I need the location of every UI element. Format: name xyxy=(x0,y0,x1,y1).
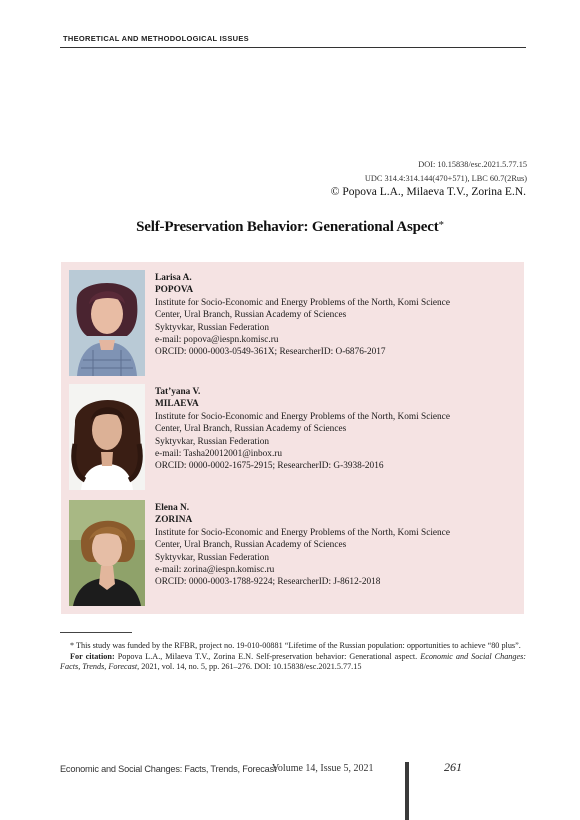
footnotes xyxy=(60,641,526,673)
footer-divider-bar xyxy=(405,762,409,820)
author-affiliation-line: Center, Ural Branch, Russian Academy of Sciences xyxy=(155,424,347,435)
author-card xyxy=(61,270,524,380)
author-affiliation-line: Institute for Socio-Economic and Energy Problems of the North, Komi Science xyxy=(155,297,450,308)
author-ids: ORCID: 0000-0003-1788-9224; ResearcherID: J-8612-2018 xyxy=(155,577,381,588)
author-location: Syktyvkar, Russian Federation xyxy=(155,322,270,333)
page-number: 261 xyxy=(444,760,462,774)
author-last-name: ZORINA xyxy=(155,515,193,526)
author-ids: ORCID: 0000-0003-0549-361X; ResearcherID: O-6876-2017 xyxy=(155,347,386,358)
author-location: Syktyvkar, Russian Federation xyxy=(155,436,270,447)
author-affiliation-line: Institute for Socio-Economic and Energy Problems of the North, Komi Science xyxy=(155,411,450,422)
author-email[interactable]: e-mail: zorina@iespn.komisc.ru xyxy=(155,565,275,576)
citation-tail: , 2021, vol. 14, no. 5, pp. 261–276. DOI: 10.15838/esc.2021.5.77.15 xyxy=(137,662,362,672)
author-ids: ORCID: 0000-0002-1675-2915; ResearcherID: G-3938-2016 xyxy=(155,461,384,472)
author-last-name: POPOVA xyxy=(155,285,194,296)
copyright: © Popova L.A., Milaeva T.V., Zorina E.N. xyxy=(330,186,526,198)
footer-journal: Economic and Social Changes: Facts, Trends, Forecast xyxy=(60,764,277,774)
author-info xyxy=(155,502,450,589)
author-affiliation-line: Institute for Socio-Economic and Energy Problems of the North, Komi Science xyxy=(155,527,450,538)
author-photo xyxy=(69,270,145,376)
footer-volume: Volume 14, Issue 5, 2021 xyxy=(272,763,374,774)
article-title-text: Self-Preservation Behavior: Generational Aspect xyxy=(136,219,439,235)
author-email[interactable]: e-mail: popova@iespn.komisc.ru xyxy=(155,335,279,346)
citation-journal: Economic and Social Changes: Facts, Trends, Forecast xyxy=(60,651,527,672)
udc: UDC 314.4:314.144(470+571), LBC 60.7(2Rus) xyxy=(364,174,527,183)
author-first-name: Tat’yana V. xyxy=(155,387,201,397)
author-first-name: Larisa A. xyxy=(155,273,192,283)
author-email[interactable]: e-mail: Tasha20012001@inbox.ru xyxy=(155,449,283,460)
citation-label: For citation: xyxy=(70,651,115,661)
header-rule xyxy=(60,47,526,48)
article-title xyxy=(0,219,580,236)
author-affiliation-line: Center, Ural Branch, Russian Academy of Sciences xyxy=(155,540,347,551)
author-first-name: Elena N. xyxy=(155,503,190,513)
author-affiliation-line: Center, Ural Branch, Russian Academy of Sciences xyxy=(155,310,347,321)
author-location: Syktyvkar, Russian Federation xyxy=(155,552,270,563)
author-photo xyxy=(69,500,145,606)
author-photo xyxy=(69,384,145,490)
funding-note: * This study was funded by the RFBR, project no. 19-010-00881 “Lifetime of the Russian population: opportunities to achieve “80 plus”. xyxy=(70,641,521,650)
footnote-rule xyxy=(60,632,132,633)
citation-note xyxy=(60,652,526,673)
section-label: THEORETICAL AND METHODOLOGICAL ISSUES xyxy=(63,34,249,43)
author-info xyxy=(155,386,450,473)
author-card xyxy=(61,384,524,494)
doi: DOI: 10.15838/esc.2021.5.77.15 xyxy=(418,160,527,169)
citation-text: Popova L.A., Milaeva T.V., Zorina E.N. Self-preservation behavior: Generational aspect. xyxy=(117,651,418,661)
author-last-name: MILAEVA xyxy=(155,399,199,410)
author-info xyxy=(155,272,450,359)
author-portrait-image xyxy=(69,270,145,376)
authors-panel xyxy=(61,262,524,614)
author-portrait-image xyxy=(69,500,145,606)
title-footnote-mark: * xyxy=(438,219,444,231)
author-portrait-image xyxy=(69,384,145,490)
author-card xyxy=(61,500,524,610)
